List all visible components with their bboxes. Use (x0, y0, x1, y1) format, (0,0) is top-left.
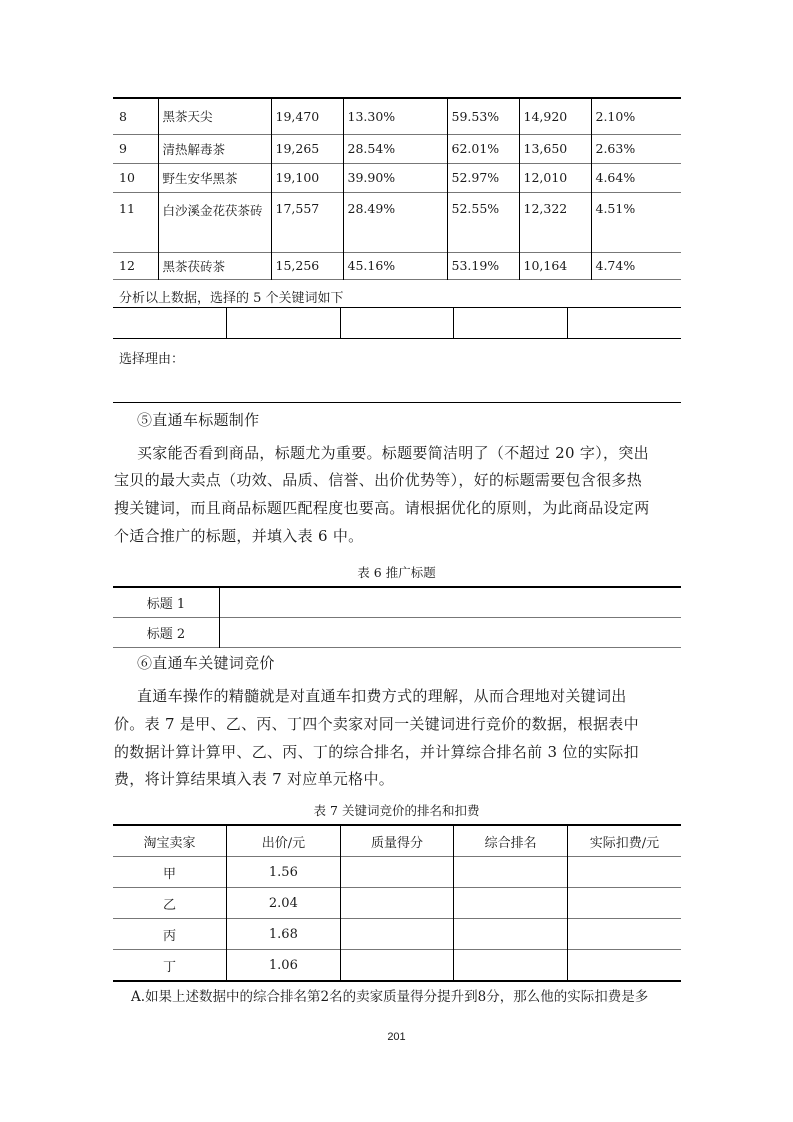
value-cell: 53.19% (447, 252, 519, 279)
rank-cell[interactable] (454, 888, 568, 919)
quality-score-cell[interactable] (340, 950, 454, 982)
value-cell: 39.90% (343, 163, 447, 192)
selection-cell-divider (567, 308, 568, 338)
analysis-note: 分析以上数据，选择的 5 个关键词如下 (119, 291, 344, 306)
title-label: 标题 1 (113, 587, 220, 618)
title-input-cell[interactable] (220, 587, 682, 618)
value-cell: 13,650 (519, 134, 591, 163)
table-row (113, 252, 681, 279)
actual-cost-cell[interactable] (567, 888, 681, 919)
actual-cost-cell[interactable] (567, 857, 681, 888)
question-a: A.如果上述数据中的综合排名第2名的卖家质量得分提升到8分，那么他的实际扣费是多 (131, 989, 649, 1005)
quality-score-cell[interactable] (340, 888, 454, 919)
seller-cell: 丙 (163, 928, 177, 944)
keyword-bid-table (113, 824, 681, 982)
paragraph-line: 搜关键词，而且商品标题匹配程度也要高。请根据优化的原则，为此商品设定两 (114, 499, 650, 517)
paragraph-line: 直通车操作的精髓就是对直通车扣费方式的理解，从而合理地对关键词出 (137, 687, 627, 705)
row-number: 10 (119, 170, 135, 185)
value-cell: 14,920 (519, 98, 591, 134)
keyword-selection-row (113, 307, 681, 339)
column-header: 淘宝卖家 (143, 835, 196, 851)
column-header: 质量得分 (340, 825, 454, 857)
value-cell: 4.51% (591, 192, 681, 252)
value-cell: 28.54% (343, 134, 447, 163)
value-cell: 59.53% (447, 98, 519, 134)
value-cell: 17,557 (271, 192, 343, 252)
bid-cell: 1.06 (227, 950, 341, 982)
table7-caption: 表 7 关键词竞价的排名和扣费 (313, 803, 480, 818)
column-header: 实际扣费/元 (567, 825, 681, 857)
keyword-data-table (113, 97, 681, 280)
title-input-cell[interactable] (220, 618, 682, 648)
selection-cell-divider (226, 308, 227, 338)
row-number: 12 (119, 258, 135, 273)
table-header-row (113, 825, 681, 857)
value-cell: 10,164 (519, 252, 591, 279)
keyword-cell: 白沙溪金花茯茶砖 (158, 192, 271, 252)
value-cell: 62.01% (447, 134, 519, 163)
quality-score-cell[interactable] (340, 857, 454, 888)
value-cell: 4.74% (591, 252, 681, 279)
value-cell: 52.97% (447, 163, 519, 192)
paragraph-line: 买家能否看到商品，标题尤为重要。标题要简洁明了（不超过 20 字），突出 (137, 444, 649, 462)
value-cell: 19,100 (271, 163, 343, 192)
quality-score-cell[interactable] (340, 919, 454, 950)
value-cell: 15,256 (271, 252, 343, 279)
row-number: 11 (119, 200, 135, 216)
seller-cell: 乙 (163, 897, 177, 913)
value-cell: 45.16% (343, 252, 447, 279)
column-header: 综合排名 (454, 825, 568, 857)
row-number: 9 (119, 141, 127, 156)
value-cell: 2.63% (591, 134, 681, 163)
paragraph-line: 价。表 7 是甲、乙、丙、丁四个卖家对同一关键词进行竞价的数据，根据表中 (114, 715, 639, 733)
bid-cell: 1.56 (227, 857, 341, 888)
actual-cost-cell[interactable] (567, 950, 681, 982)
paragraph-line: 个适合推广的标题，并填入表 6 中。 (114, 527, 364, 545)
keyword-cell: 野生安华黑茶 (158, 163, 271, 192)
row-number: 8 (119, 108, 127, 124)
table-row (113, 618, 681, 648)
value-cell: 4.64% (591, 163, 681, 192)
paragraph-line: 的数据计算计算甲、乙、丙、丁的综合排名，并计算综合排名前 3 位的实际扣 (114, 743, 639, 761)
keyword-cell: 清热解毒茶 (158, 134, 271, 163)
selection-cell-divider (340, 308, 341, 338)
keyword-cell: 黑茶茯砖茶 (158, 252, 271, 279)
table-row (113, 950, 681, 982)
seller-cell: 丁 (163, 959, 177, 975)
table-row (113, 134, 681, 163)
selection-cell-divider (453, 308, 454, 338)
page-number: 201 (387, 1031, 406, 1043)
value-cell: 2.10% (591, 98, 681, 134)
actual-cost-cell[interactable] (567, 919, 681, 950)
value-cell: 52.55% (447, 192, 519, 252)
reason-label: 选择理由： (119, 352, 185, 367)
section-divider (113, 402, 681, 403)
value-cell: 12,322 (519, 192, 591, 252)
rank-cell[interactable] (454, 950, 568, 982)
table-row (113, 163, 681, 192)
paragraph-line: 宝贝的最大卖点（功效、品质、信誉、出价优势等），好的标题需要包含很多热 (114, 471, 643, 489)
value-cell: 12,010 (519, 163, 591, 192)
seller-cell: 甲 (163, 866, 177, 882)
value-cell: 19,265 (271, 134, 343, 163)
value-cell: 13.30% (343, 98, 447, 134)
keyword-cell: 黑茶天尖 (158, 98, 271, 134)
bid-cell: 1.68 (227, 919, 341, 950)
rank-cell[interactable] (454, 919, 568, 950)
paragraph-line: 费，将计算结果填入表 7 对应单元格中。 (114, 770, 395, 788)
section6-heading: ⑥直通车关键词竞价 (137, 654, 275, 672)
value-cell: 28.49% (343, 192, 447, 252)
column-header: 出价/元 (227, 825, 341, 857)
title-label: 标题 2 (113, 618, 220, 648)
table6-caption: 表 6 推广标题 (357, 565, 436, 580)
value-cell: 19,470 (271, 98, 343, 134)
bid-cell: 2.04 (227, 888, 341, 919)
table-row (113, 587, 681, 618)
table-row (113, 98, 681, 134)
promotion-title-table (113, 586, 681, 648)
table-row (113, 919, 681, 950)
section5-heading: ⑤直通车标题制作 (137, 411, 260, 429)
table-row (113, 857, 681, 888)
table-row (113, 192, 681, 252)
table-row (113, 888, 681, 919)
rank-cell[interactable] (454, 857, 568, 888)
